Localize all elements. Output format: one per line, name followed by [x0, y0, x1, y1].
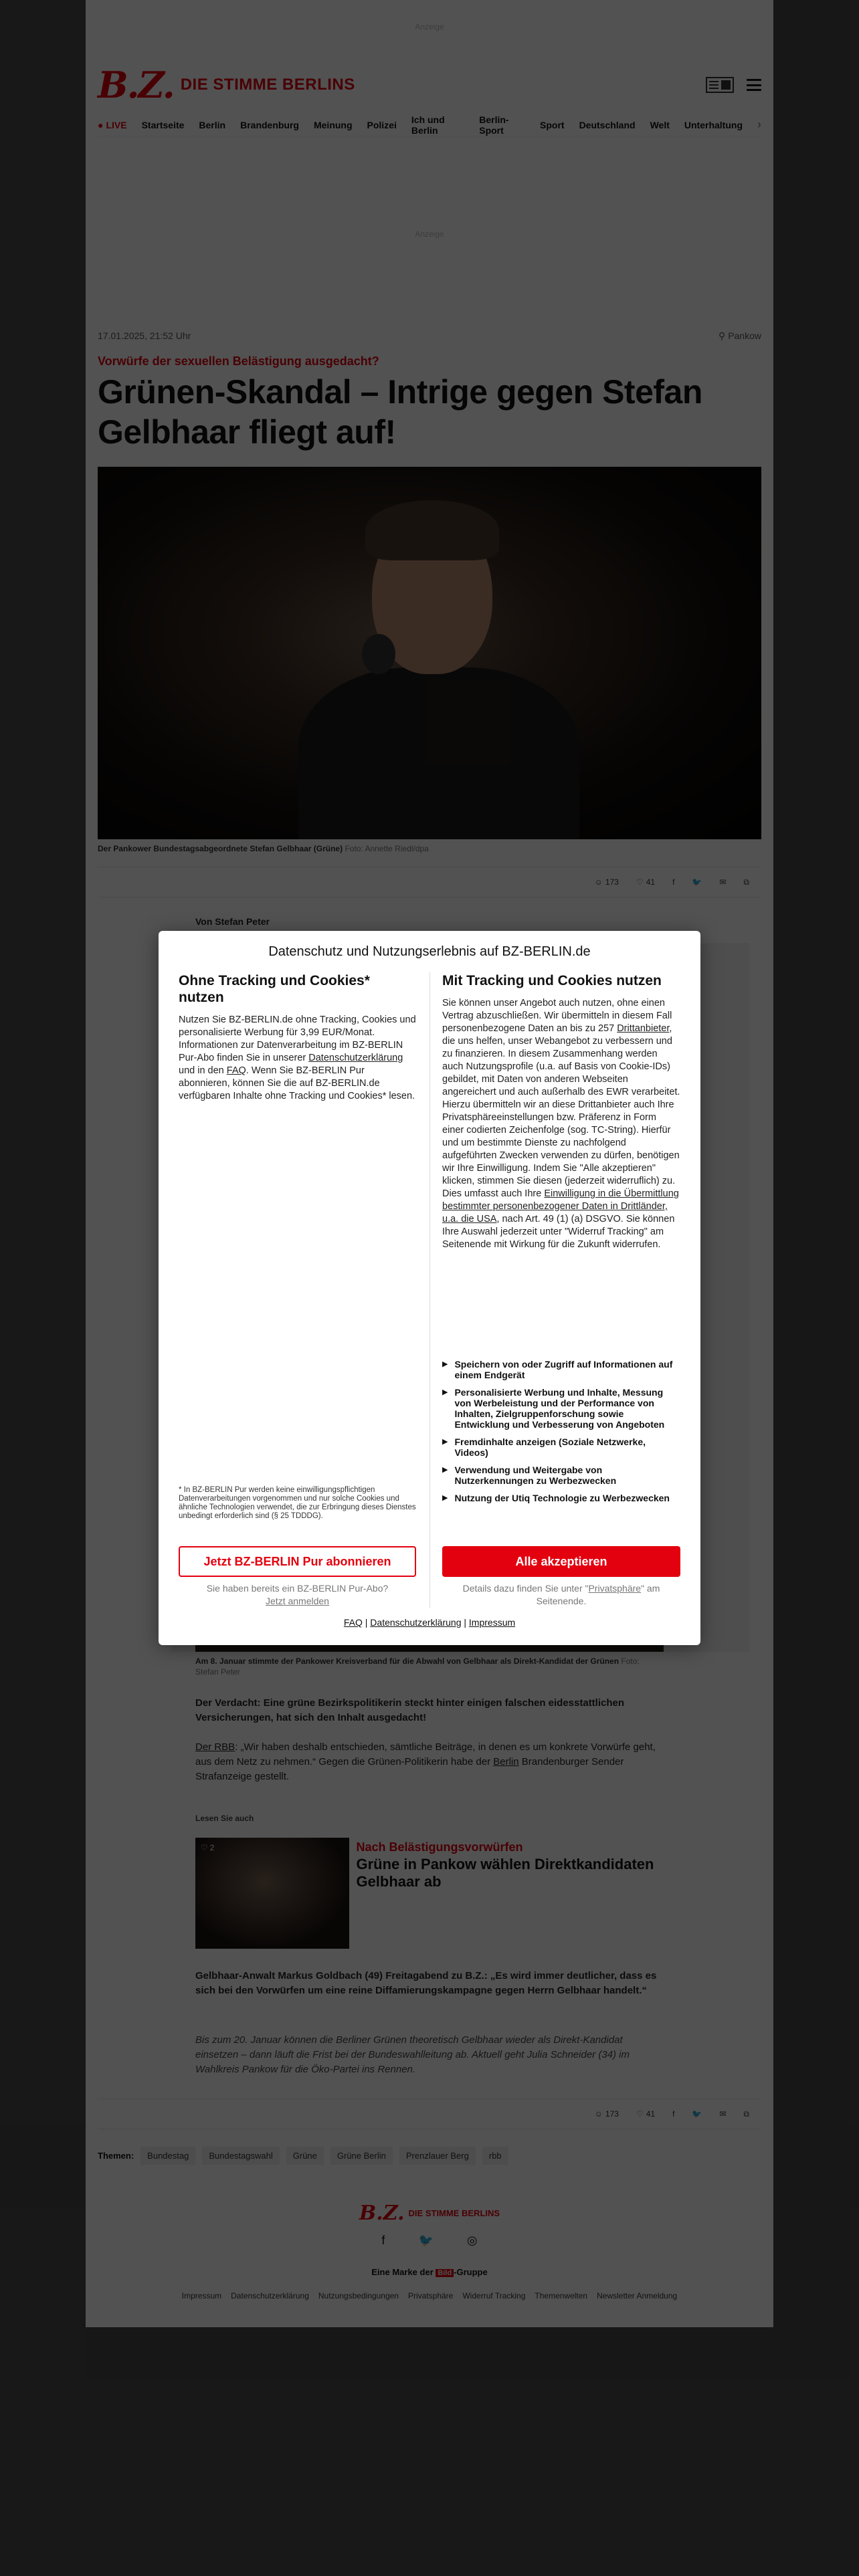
consent-purposes — [442, 1359, 680, 1510]
privacy-policy-link[interactable]: Datenschutzerklärung — [308, 1053, 403, 1063]
privacy-settings-link[interactable]: Privatsphäre — [588, 1583, 642, 1594]
purpose-item[interactable]: ▶ Fremdinhalte anzeigen (Soziale Netzwerke, Videos) — [442, 1436, 646, 1458]
consent-faq-link[interactable]: FAQ — [343, 1617, 363, 1628]
faq-link[interactable]: FAQ — [226, 1065, 246, 1076]
third-parties-link[interactable]: Drittanbieter — [617, 1023, 670, 1034]
consent-imprint-link[interactable]: Impressum — [468, 1617, 516, 1628]
third-country-consent-link[interactable]: Einwilligung in die Übermittlung bestimmter personenbezogener Daten in Drittländer, u.a. die USA — [442, 1188, 679, 1224]
caret-right-icon: ▶ — [442, 1438, 448, 1446]
consent-dialog — [159, 931, 700, 1645]
with-tracking-heading: Mit Tracking und Cookies nutzen — [442, 973, 662, 988]
caret-right-icon: ▶ — [442, 1388, 448, 1396]
purpose-item[interactable]: ▶ Personalisierte Werbung und Inhalte, Messung von Werbeleistung und der Performance von Inhalten, Zielgruppenforschung sowie Entwicklung und Verbesserung von Angeboten — [442, 1387, 665, 1430]
caret-right-icon: ▶ — [442, 1360, 448, 1368]
details-hint: Details dazu finden Sie unter "Privatsphäre" am Seitenende. — [462, 1583, 660, 1606]
consent-bottom-links: FAQ | Datenschutzerklärung | Impressum — [343, 1617, 516, 1628]
no-tracking-text: Nutzen Sie BZ-BERLIN.de ohne Tracking, Cookies und personalisierte Werbung für 3,99 EUR/Monat. Informationen zur Datenverarbeitung im BZ-BERLIN Pur-Abo finden Sie in unserer Datenschutzerklärung und in den FAQ. Wenn Sie BZ-BERLIN Pur abonnieren, können Sie die auf BZ-BERLIN.de verfügbaren Inhalte ohne Tracking und Cookies* lesen. — [179, 1014, 416, 1101]
purpose-item[interactable]: ▶ Nutzung der Utiq Technologie zu Werbezwecken — [442, 1493, 670, 1503]
login-link[interactable]: Jetzt anmelden — [266, 1596, 329, 1606]
consent-privacy-link[interactable]: Datenschutzerklärung — [370, 1617, 462, 1628]
consent-footnote: * In BZ-BERLIN Pur werden keine einwilligungspflichtigen Datenverarbeitungen vorgenommen und nur solche Cookies und ähnliche Technologien verwendet, die zur Erbringung dieses Dienstes unbedingt erforderlich sind (§ 25 TDDDG). — [179, 1486, 416, 1520]
caret-right-icon: ▶ — [442, 1494, 448, 1502]
no-tracking-heading: Ohne Tracking und Cookies* nutzen — [179, 973, 370, 1005]
purpose-item[interactable]: ▶ Speichern von oder Zugriff auf Informationen auf einem Endgerät — [442, 1359, 673, 1380]
accept-all-button[interactable]: Alle akzeptieren — [442, 1546, 680, 1577]
purpose-item[interactable]: ▶ Verwendung und Weitergabe von Nutzerkennungen zu Werbezwecken — [442, 1465, 617, 1486]
consent-with-tracking — [442, 972, 680, 1251]
with-tracking-text: Sie können unser Angebot auch nutzen, ohne einen Vertrag abzuschließen. Wir übermitteln in diesem Fall personenbezogene Daten an bis zu 257 Drittanbieter, die uns helfen, unser Webangebot zu verbessern und zu finanzieren. In diesem Zusammenhang werden auch Nutzungsprofile (u.a. auf Basis von Cookie-IDs) gebildet, mit Daten von anderen Webseiten angereichert und auch außerhalb des EWR verarbeitet. Hierzu übermitteln wir an diese Drittanbieter auch Ihre Privatsphäreeinstellungen bzw. Präferenz in Form einer codierten Zeichenfolge (sog. TC-String). Hierfür und um bestimmte Dienste zu nachfolgend aufgeführten Zwecken verwenden zu dürfen, benötigen wir Ihre Einwilligung. Indem Sie "Alle akzeptieren" klicken, stimmen Sie diesen (jederzeit widerruflich) zu. Dies umfasst auch Ihre Einwilligung in die Übermittlung bestimmter personenbezogener Daten in Drittländer, u.a. die USA, nach Art. 49 (1) (a) DSGVO. Sie können Ihre Auswahl jederzeit unter "Widerruf Tracking" am Seitenende mit Wirkung für die Zukunft widerrufen. — [442, 998, 680, 1250]
caret-right-icon: ▶ — [442, 1466, 448, 1474]
consent-title: Datenschutz und Nutzungserlebnis auf BZ-BERLIN.de — [268, 944, 591, 959]
subscribe-pur-button[interactable]: Jetzt BZ-BERLIN Pur abonnieren — [179, 1546, 416, 1577]
consent-no-tracking — [179, 972, 416, 1103]
login-hint: Sie haben bereits ein BZ-BERLIN Pur-Abo? Jetzt anmelden — [206, 1583, 389, 1606]
